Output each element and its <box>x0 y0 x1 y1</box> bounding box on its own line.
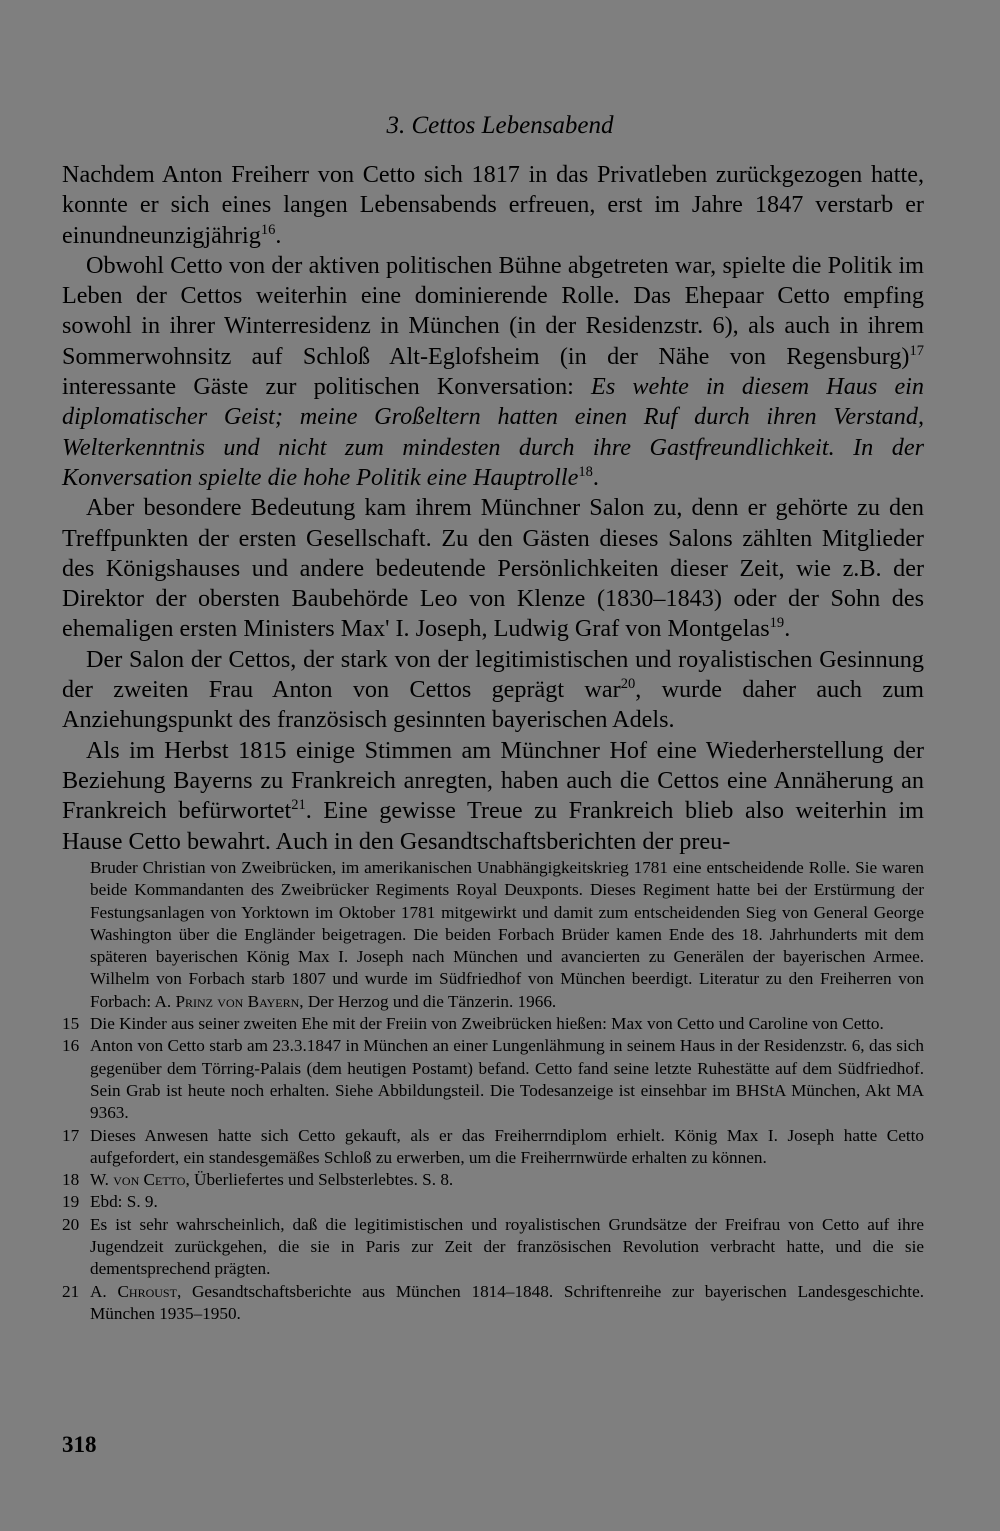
text-run: Anton von Cetto starb am 23.3.1847 in München an einer Lungenlähmung in seinem Haus in der Residenzstr. 6, das sich gegenüber dem Törring-Palais (dem heutigen Postamt) befand. Cetto fand seine letzte Ruhestätte auf dem Südfriedhof. Sein Grab ist heute noch erhalten. Siehe Abbildungsteil. Die Todesanzeige ist einsehbar im BHStA München, Akt MA 9363. <box>90 1036 924 1123</box>
footnote <box>62 1035 924 1124</box>
footnote <box>62 1191 924 1213</box>
footnote-text <box>90 1035 924 1124</box>
paragraph <box>62 493 924 644</box>
text-run: Als im Herbst 1815 einige Stimmen am Münchner Hof eine Wiederherstellung der Beziehung Bayerns zu Frankreich anregten, haben auch die Cettos eine Annäherung an Frankreich befürwortet <box>62 736 924 825</box>
footnote-number: 15 <box>62 1014 80 1034</box>
footnote <box>62 1013 924 1035</box>
footnote <box>62 1214 924 1281</box>
text-run: , Überliefertes und Selbsterlebtes. S. 8. <box>185 1170 454 1190</box>
text-run: . <box>784 615 791 643</box>
text-run: W. <box>90 1170 114 1190</box>
text-run: Es ist sehr wahrscheinlich, daß die legitimistischen und royalistischen Grundsätze der Freifrau von Cetto auf ihre Jugendzeit zurückgehen, die sie in Paris zur Zeit der französischen Revolution verbracht hatte, und die sie dementsprechend prägten. <box>90 1214 924 1279</box>
author-name: Prinz von Bayern <box>175 991 300 1011</box>
footnote-ref: 21 <box>291 797 306 814</box>
text-run: . <box>275 221 282 249</box>
footnote-text <box>62 857 924 1013</box>
italic-quote: Es wehte in diesem Haus ein diplomatischer Geist; meine Großeltern hatten einen Ruf durch ihren Verstand, Welterkenntnis und nicht zum mindesten durch ihre Gastfreundlichkeit. In der Konversation spielte die hohe Politik eine Hauptrolle <box>62 373 924 491</box>
author-name: Chroust <box>117 1281 177 1301</box>
text-run: Die Kinder aus seiner zweiten Ehe mit der Freiin von Zweibrücken hießen: Max von Cetto und Caroline von Cetto. <box>90 1014 884 1034</box>
footnote-number: 17 <box>62 1125 80 1145</box>
text-run: , wurde daher auch zum Anziehungspunkt des französisch gesinnten bayerischen Adels. <box>62 676 924 734</box>
footnote <box>62 1281 924 1326</box>
footnote-number: 19 <box>62 1192 80 1212</box>
footnote-ref: 16 <box>260 221 276 238</box>
paragraph <box>62 736 924 857</box>
text-run: Bruder Christian von Zweibrücken, im amerikanischen Unabhängigkeitskrieg 1781 eine entscheidende Rolle. Sie waren beide Kommandanten des Zweibrücker Regiments Royal Deuxponts. Dieses Regiment hatte bei der Erstürmung der Festungsanlagen von Yorktown im Oktober 1781 mitgewirkt und damit zum entscheidenden Sieg von General George Washington über die Engländer beigetragen. Die beiden Forbach Brüder kamen Ende des 18. Jahrhunderts mit dem späteren bayerischen König Max I. Joseph nach München und avancierten zu Generälen der bayerischen Armee. Wilhelm von Forbach starb 1807 und wurde im Südfriedhof von München beerdigt. Literatur zu den Freiherren von Forbach: A. <box>90 858 924 1011</box>
text-run: , Der Herzog und die Tänzerin. 1966. <box>299 991 557 1011</box>
text-run: Der Salon der Cettos, der stark von der legitimistischen und royalistischen Gesinnung der zweiten Frau Anton von Cettos geprägt war <box>62 645 924 704</box>
paragraph <box>62 251 924 493</box>
text-run: Ebd: S. 9. <box>90 1192 158 1212</box>
text-run: A. <box>90 1281 118 1301</box>
footnote-ref: 17 <box>909 342 924 359</box>
text-run: , Gesandtschaftsberichte aus München 1814–1848. Schriftenreihe zur bayerischen Landesgeschichte. München 1935–1950. <box>90 1281 924 1323</box>
page-number: 318 <box>62 1432 97 1457</box>
paragraph <box>62 160 924 251</box>
footnote-number: 21 <box>62 1281 80 1301</box>
author-name: von Cetto <box>113 1170 186 1190</box>
footnote-text <box>90 1191 924 1213</box>
section-heading: 3. Cettos Lebensabend <box>386 112 614 139</box>
footnote-number: 20 <box>62 1214 80 1234</box>
paragraph <box>62 645 924 736</box>
text-run: . Eine gewisse Treue zu Frankreich blieb also weiterhin im Hause Cetto bewahrt. Auch in den Gesandtschaftsberichten der preu- <box>62 797 925 855</box>
footnote-ref: 20 <box>620 675 636 692</box>
footnote <box>62 1169 924 1191</box>
footnote-continuation <box>62 857 924 1013</box>
footnote-text <box>90 1281 924 1326</box>
footnote-number: 16 <box>62 1036 80 1056</box>
footnote <box>62 1125 924 1170</box>
footnotes <box>62 857 924 1325</box>
footnote-text <box>90 1169 924 1191</box>
text-run: Dieses Anwesen hatte sich Cetto gekauft, als er das Freiherrndiplom erhielt. König Max I. Joseph hatte Cetto aufgefordert, ein standesgemäßes Schloß zu erwerben, um die Freiherrnwürde erhalten zu können. <box>90 1125 924 1167</box>
footnote-text <box>90 1013 924 1035</box>
text-run: . <box>592 463 599 491</box>
footnote-text <box>90 1125 924 1170</box>
text-run: Aber besondere Bedeutung kam ihrem Münchner Salon zu, denn er gehörte zu den Treffpunkten der ersten Gesellschaft. Zu den Gästen dieses Salons zählten Mitglieder des Königshauses und andere bedeutende Persönlichkeiten dieser Zeit, wie z.B. der Direktor der obersten Baubehörde Leo von Klenze (1830–1843) oder der Sohn des ehemaligen ersten Ministers Max' I. Joseph, Ludwig Graf von Montgelas <box>62 494 924 643</box>
text-run: Nachdem Anton Freiherr von Cetto sich 1817 in das Privatleben zurückgezogen hatte, konnte er sich eines langen Lebensabends erfreuen, erst im Jahre 1847 verstarb er einundneunzigjährig <box>62 161 924 249</box>
footnote-number: 18 <box>62 1170 80 1190</box>
footnote-text <box>90 1214 924 1281</box>
text-run: interessante Gäste zur politischen Konversation: <box>62 373 592 401</box>
footnote-ref: 19 <box>769 615 785 632</box>
main-text <box>62 160 924 857</box>
text-run: Obwohl Cetto von der aktiven politischen Bühne abgetreten war, spielte die Politik im Leben der Cettos weiterhin eine dominierende Rolle. Das Ehepaar Cetto empfing sowohl in ihrer Winterresidenz in München (in der Residenzstr. 6), als auch in ihrem Sommerwohnsitz auf Schloß Alt-Eglofsheim (in der Nähe von Regensburg) <box>62 251 924 370</box>
footnote-ref: 18 <box>578 463 593 480</box>
